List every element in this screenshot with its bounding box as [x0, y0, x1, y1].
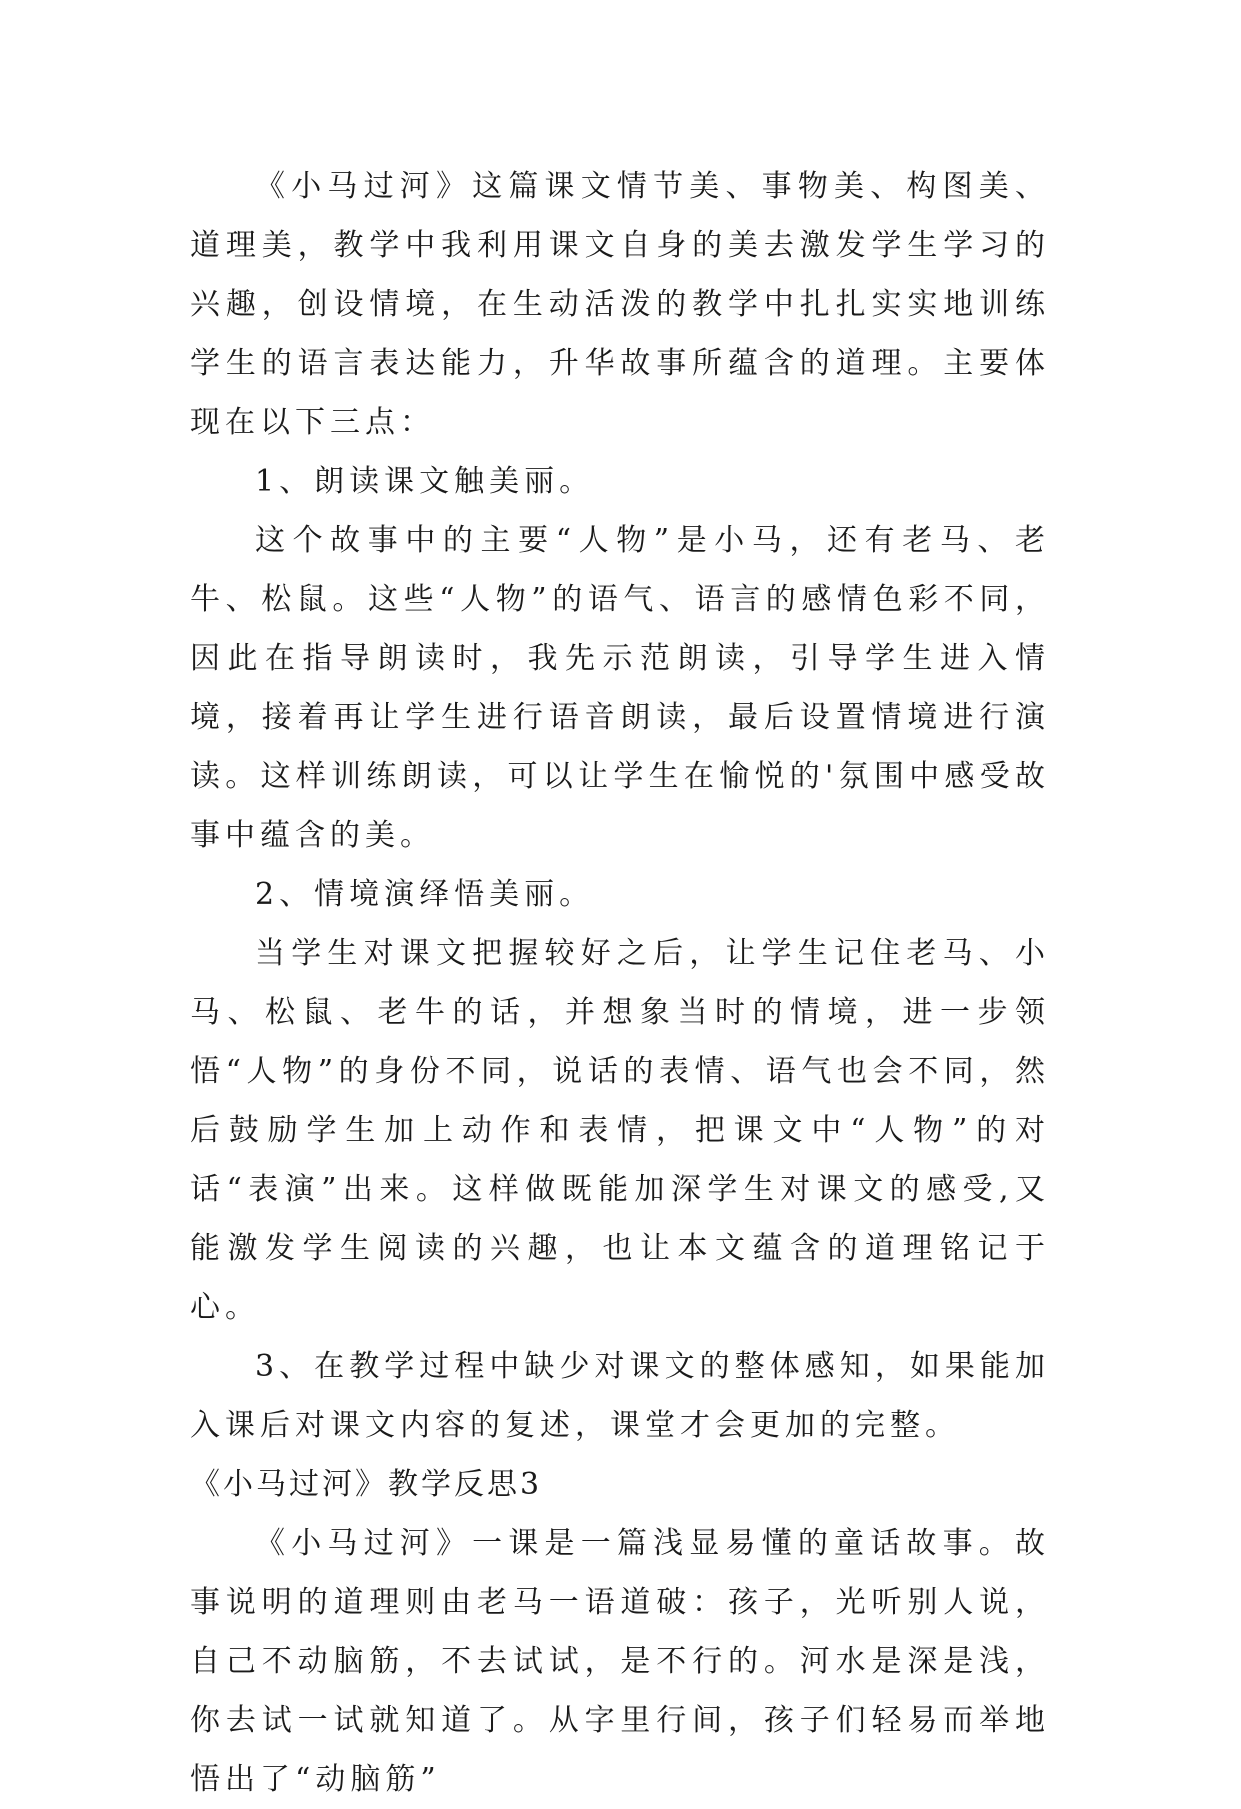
paragraph-point-1: 这个故事中的主要“人物”是小马，还有老马、老牛、松鼠。这些“人物”的语气、语言的感情色彩不同，因此在指导朗读时，我先示范朗读，引导学生进入情境，接着再让学生进行语音朗读，最后设置情境进行演读。这样训练朗读，可以让学生在愉悦的'氛围中感受故事中蕴含的美。 [190, 523, 1050, 853]
paragraph-intro: 《小马过河》这篇课文情节美、事物美、构图美、道理美，教学中我利用课文自身的美去激发学生学习的兴趣，创设情境，在生动活泼的教学中扎扎实实地训练学生的语言表达能力，升华故事所蕴含的道理。主要体现在以下三点： [190, 169, 1050, 440]
point-1-title: 1、朗读课文触美丽。 [255, 464, 595, 499]
paragraph-point-2: 当学生对课文把握较好之后，让学生记住老马、小马、松鼠、老牛的话，并想象当时的情境，进一步领悟“人物”的身份不同，说话的表情、语气也会不同，然后鼓励学生加上动作和表情，把课文中“人物”的对话“表演”出来。这样做既能加深学生对课文的感受,又能激发学生阅读的兴趣，也让本文蕴含的道理铭记于心。 [190, 936, 1050, 1325]
section-heading: 《小马过河》教学反思3 [190, 1467, 543, 1502]
document-body [190, 157, 1050, 1809]
point-2-title: 2、情境演绎悟美丽。 [255, 877, 595, 912]
paragraph-reflection-3: 《小马过河》一课是一篇浅显易懂的童话故事。故事说明的道理则由老马一语道破：孩子，光听别人说，自己不动脑筋，不去试试，是不行的。河水是深是浅，你去试一试就知道了。从字里行间，孩子们轻易而举地悟出了“动脑筋” [190, 1526, 1050, 1797]
paragraph-point-3: 3、在教学过程中缺少对课文的整体感知，如果能加入课后对课文内容的复述，课堂才会更加的完整。 [190, 1349, 1050, 1443]
